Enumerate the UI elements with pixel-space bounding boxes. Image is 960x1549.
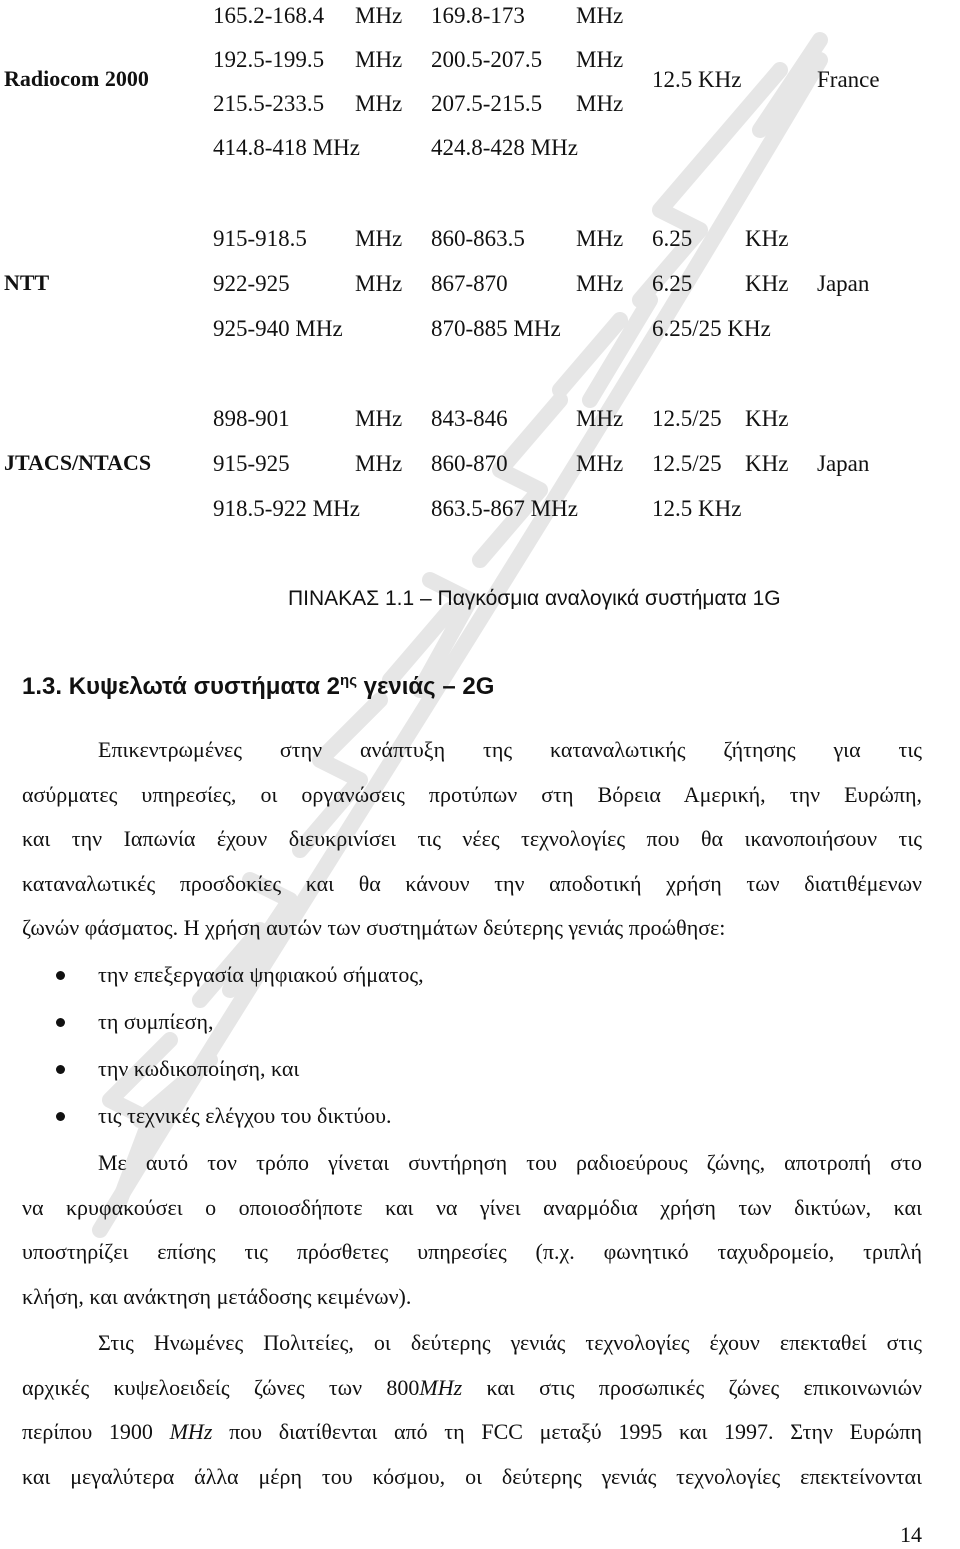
section-title: Κυψελωτά συστήματα 2 xyxy=(68,673,341,700)
downlink-band: 860-863.5 xyxy=(431,226,525,251)
uplink-band: 165.2-168.4 xyxy=(213,3,325,28)
uplink-band: 915-925 xyxy=(213,451,290,476)
paragraph-line: ζωνών φάσματος. Η χρήση αυτών των συστημάτων δεύτερης γενιάς προώθησε: xyxy=(22,915,726,940)
downlink-band: 867-870 xyxy=(431,271,508,296)
text-span: περίπου 1900 xyxy=(22,1419,170,1444)
system-name-jtacs: JTACS/NTACS xyxy=(4,450,152,475)
unit: KHz xyxy=(745,271,789,296)
unit: MHz xyxy=(576,226,624,251)
paragraph-line: και μεγαλύτερα άλλα μέρη του κόσμου, οι δεύτερης γενιάς τεχνολογίες επεκτείνονται xyxy=(22,1463,922,1489)
uplink-band: 414.8-418 MHz xyxy=(213,135,360,160)
channel-spacing: 6.25 xyxy=(652,226,693,251)
channel-spacing: 6.25 xyxy=(652,271,693,296)
paragraph-line: κλήση, και ανάκτηση μετάδοσης κειμένων). xyxy=(22,1283,412,1309)
unit: KHz xyxy=(745,226,789,251)
paragraph-line: Με αυτό τον τρόπο γίνεται συντήρηση του ραδιοεύρους ζώνης, αποτροπή στο xyxy=(98,1150,922,1175)
unit: MHz xyxy=(576,3,624,28)
downlink-band: 860-870 xyxy=(431,451,508,476)
country: Japan xyxy=(817,271,870,296)
unit-italic: MHz xyxy=(169,1419,213,1444)
channel-spacing: 12.5 KHz xyxy=(652,67,742,92)
unit: MHz xyxy=(576,91,624,116)
country: France xyxy=(817,67,880,92)
bullet-dot xyxy=(56,1018,65,1027)
section-title-rest: γενιάς – 2G xyxy=(363,673,495,700)
page-number: 14 xyxy=(900,1522,922,1547)
downlink-band: 207.5-215.5 xyxy=(431,91,543,116)
channel-spacing: 12.5/25 xyxy=(652,406,722,431)
system-name-radiocom: Radiocom 2000 xyxy=(4,66,149,91)
unit-italic: MHz xyxy=(419,1374,463,1400)
downlink-band: 169.8-173 xyxy=(431,3,525,28)
unit: MHz xyxy=(576,451,624,476)
unit: MHz xyxy=(576,406,624,431)
unit: MHz xyxy=(355,226,403,251)
downlink-band: 870-885 MHz xyxy=(431,316,561,341)
bullet-dot xyxy=(56,1112,65,1121)
unit: MHz xyxy=(355,47,403,72)
unit: MHz xyxy=(355,451,403,476)
downlink-band: 200.5-207.5 xyxy=(431,47,543,72)
unit: MHz xyxy=(355,91,403,116)
uplink-band: 922-925 xyxy=(213,271,290,296)
paragraph-3 xyxy=(22,1321,922,1499)
section-number: 1.3. xyxy=(22,673,63,700)
channel-spacing: 12.5 KHz xyxy=(652,496,742,521)
paragraph-line: Στις Ηνωμένες Πολιτείες, οι δεύτερης γενιάς τεχνολογίες έχουν επεκταθεί στις xyxy=(98,1330,922,1355)
uplink-band: 918.5-922 MHz xyxy=(213,496,360,521)
unit: KHz xyxy=(745,451,789,476)
bullet-item: την κωδικοποίηση, και xyxy=(98,1056,300,1081)
channel-spacing: 12.5/25 xyxy=(652,451,722,476)
section-title-superscript: ης xyxy=(340,672,357,689)
uplink-band: 215.5-233.5 xyxy=(213,91,325,116)
paragraph-line: καταναλωτικές προσδοκίες και θα κάνουν την αποδοτική χρήση των διατιθέμενων xyxy=(22,870,922,896)
text-span: και στις προσωπικές ζώνες επικοινωνιών xyxy=(462,1374,923,1400)
unit: MHz xyxy=(355,406,403,431)
text-span: αρχικές κυψελοειδείς ζώνες των 800 xyxy=(22,1374,420,1400)
uplink-band: 898-901 xyxy=(213,406,290,431)
downlink-band: 863.5-867 MHz xyxy=(431,496,578,521)
bullet-dot xyxy=(56,1065,65,1074)
paragraph-line: και την Ιαπωνία έχουν διευκρινίσει τις νέες τεχνολογίες που θα ικανοποιήσουν τις xyxy=(22,826,922,851)
paragraph-line: να κρυφακούσει ο οποιοσδήποτε και να γίνει αναρμόδια χρήση των δικτύων, και xyxy=(22,1194,922,1220)
downlink-band: 424.8-428 MHz xyxy=(431,135,578,160)
unit: KHz xyxy=(745,406,789,431)
paragraph-line xyxy=(22,1366,922,1411)
text-span: που διατίθενται από τη FCC μεταξύ 1995 και 1997. Στην Ευρώπη xyxy=(212,1419,923,1444)
bullet-dot xyxy=(56,971,65,980)
uplink-band: 192.5-199.5 xyxy=(213,47,325,72)
paragraph-line: ασύρματες υπηρεσίες, οι οργανώσεις προτύπων στη Βόρεια Αμερική, την Ευρώπη, xyxy=(22,781,922,807)
country: Japan xyxy=(817,451,870,476)
paragraph-line: υποστηρίζει επίσης τις πρόσθετες υπηρεσίες (π.χ. φωνητικό ταχυδρομείο, τριπλή xyxy=(22,1239,922,1264)
paragraph-2 xyxy=(22,1141,922,1319)
channel-spacing: 6.25/25 KHz xyxy=(652,316,771,341)
bullet-item: την επεξεργασία ψηφιακού σήματος, xyxy=(98,962,424,987)
unit: MHz xyxy=(355,3,403,28)
paragraph-line: Επικεντρωμένες στην ανάπτυξη της καταναλωτικής ζήτησης για τις xyxy=(98,737,922,762)
bullet-item: τις τεχνικές ελέγχου του δικτύου. xyxy=(98,1103,392,1128)
unit: MHz xyxy=(576,271,624,296)
paragraph-1 xyxy=(22,728,922,951)
unit: MHz xyxy=(576,47,624,72)
uplink-band: 925-940 MHz xyxy=(213,316,343,341)
downlink-band: 843-846 xyxy=(431,406,508,431)
section-heading xyxy=(22,672,494,701)
system-name-ntt: NTT xyxy=(4,270,50,295)
table-caption: ΠΙΝΑΚΑΣ 1.1 – Παγκόσμια αναλογικά συστήματα 1G xyxy=(288,587,781,610)
bullet-item: τη συμπίεση, xyxy=(98,1009,214,1034)
unit: MHz xyxy=(355,271,403,296)
paragraph-line xyxy=(22,1410,922,1455)
uplink-band: 915-918.5 xyxy=(213,226,307,251)
